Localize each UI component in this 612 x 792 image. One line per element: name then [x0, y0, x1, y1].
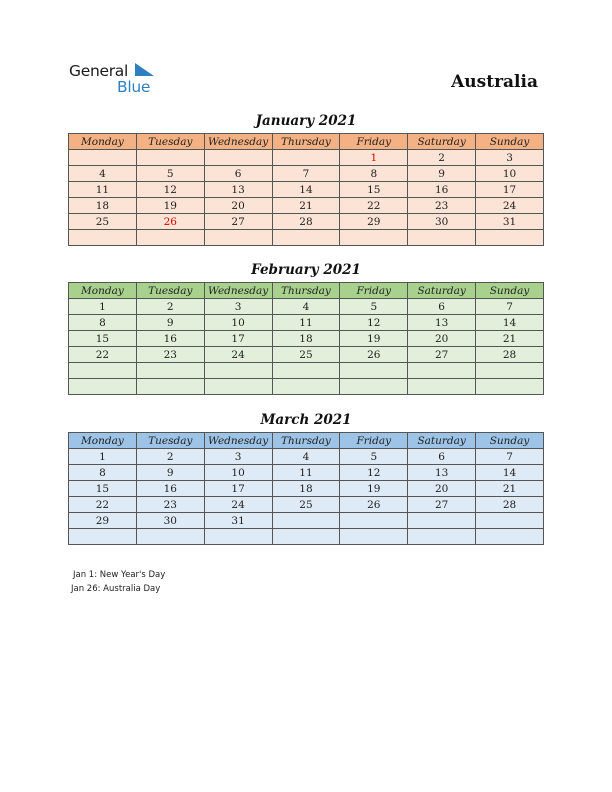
weekday-header-row: [69, 283, 544, 299]
day-cell: 25: [69, 214, 137, 230]
empty-day-cell: [476, 529, 544, 545]
week-row: [69, 449, 544, 465]
logo-flag-icon: [135, 63, 155, 77]
day-cell: 29: [340, 214, 408, 230]
weekday-header: Friday: [340, 134, 408, 150]
day-cell: 7: [476, 299, 544, 315]
day-cell: 15: [340, 182, 408, 198]
day-cell: 13: [408, 315, 476, 331]
weekday-header-row: [69, 134, 544, 150]
day-cell: 14: [272, 182, 340, 198]
week-row: [69, 513, 544, 529]
day-cell: 22: [69, 347, 137, 363]
day-cell: 17: [204, 481, 272, 497]
weekday-header: Tuesday: [136, 433, 204, 449]
day-cell: 17: [476, 182, 544, 198]
weekday-header: Saturday: [408, 134, 476, 150]
day-cell: 7: [272, 166, 340, 182]
empty-day-cell: [408, 513, 476, 529]
day-cell: 20: [408, 481, 476, 497]
day-cell: 19: [136, 198, 204, 214]
month-title-march: March 2021: [260, 412, 352, 428]
weekday-header: Sunday: [476, 283, 544, 299]
day-cell: 11: [272, 465, 340, 481]
empty-day-cell: [408, 363, 476, 379]
day-cell: 24: [204, 497, 272, 513]
day-cell: 31: [204, 513, 272, 529]
weekday-header-row: [69, 433, 544, 449]
empty-day-cell: [476, 379, 544, 395]
day-cell: 4: [272, 299, 340, 315]
calendar-february: [68, 282, 544, 395]
empty-day-cell: [204, 379, 272, 395]
day-cell: 21: [272, 198, 340, 214]
empty-day-cell: [69, 150, 137, 166]
week-row: [69, 481, 544, 497]
empty-day-cell: [204, 150, 272, 166]
weekday-header: Monday: [69, 283, 137, 299]
empty-day-cell: [204, 529, 272, 545]
day-cell: 13: [408, 465, 476, 481]
week-row: [69, 363, 544, 379]
week-row: [69, 315, 544, 331]
logo-text-blue: Blue: [117, 78, 151, 96]
weekday-header: Saturday: [408, 433, 476, 449]
day-cell: 25: [272, 497, 340, 513]
weekday-header: Thursday: [272, 134, 340, 150]
day-cell: 9: [408, 166, 476, 182]
day-cell: 20: [408, 331, 476, 347]
day-cell: 3: [204, 299, 272, 315]
week-row: [69, 230, 544, 246]
day-cell: 29: [69, 513, 137, 529]
holiday-day-cell: 26: [136, 214, 204, 230]
day-cell: 7: [476, 449, 544, 465]
day-cell: 2: [136, 449, 204, 465]
week-row: [69, 529, 544, 545]
day-cell: 21: [476, 481, 544, 497]
day-cell: 15: [69, 331, 137, 347]
day-cell: 15: [69, 481, 137, 497]
day-cell: 12: [340, 315, 408, 331]
empty-day-cell: [340, 379, 408, 395]
week-row: [69, 198, 544, 214]
empty-day-cell: [136, 150, 204, 166]
week-row: [69, 182, 544, 198]
day-cell: 25: [272, 347, 340, 363]
empty-day-cell: [69, 379, 137, 395]
country-title: Australia: [451, 72, 538, 92]
day-cell: 28: [476, 347, 544, 363]
day-cell: 20: [204, 198, 272, 214]
empty-day-cell: [136, 379, 204, 395]
weekday-header: Thursday: [272, 283, 340, 299]
weekday-header: Sunday: [476, 433, 544, 449]
holiday-note: Jan 1: New Year's Day: [73, 570, 166, 580]
day-cell: 12: [340, 465, 408, 481]
calendar-january: [68, 133, 544, 246]
day-cell: 27: [408, 497, 476, 513]
generalblue-logo: [69, 62, 169, 96]
empty-day-cell: [476, 363, 544, 379]
day-cell: 8: [340, 166, 408, 182]
day-cell: 31: [476, 214, 544, 230]
day-cell: 27: [408, 347, 476, 363]
empty-day-cell: [272, 513, 340, 529]
weekday-header: Wednesday: [204, 283, 272, 299]
weekday-header: Friday: [340, 283, 408, 299]
empty-day-cell: [69, 230, 137, 246]
day-cell: 28: [476, 497, 544, 513]
day-cell: 24: [476, 198, 544, 214]
day-cell: 16: [136, 481, 204, 497]
day-cell: 19: [340, 481, 408, 497]
empty-day-cell: [136, 363, 204, 379]
day-cell: 14: [476, 315, 544, 331]
day-cell: 13: [204, 182, 272, 198]
holiday-notes: [73, 568, 165, 596]
weekday-header: Tuesday: [136, 283, 204, 299]
week-row: [69, 299, 544, 315]
day-cell: 26: [340, 347, 408, 363]
empty-day-cell: [272, 379, 340, 395]
empty-day-cell: [272, 150, 340, 166]
day-cell: 6: [204, 166, 272, 182]
calendar-march: [68, 432, 544, 545]
day-cell: 28: [272, 214, 340, 230]
week-row: [69, 214, 544, 230]
day-cell: 1: [69, 299, 137, 315]
holiday-day-cell: 1: [340, 150, 408, 166]
month-title-february: February 2021: [251, 262, 361, 278]
day-cell: 5: [136, 166, 204, 182]
empty-day-cell: [408, 230, 476, 246]
day-cell: 4: [69, 166, 137, 182]
week-row: [69, 379, 544, 395]
day-cell: 22: [340, 198, 408, 214]
day-cell: 19: [340, 331, 408, 347]
empty-day-cell: [340, 513, 408, 529]
empty-day-cell: [204, 230, 272, 246]
weekday-header: Wednesday: [204, 134, 272, 150]
week-row: [69, 150, 544, 166]
empty-day-cell: [136, 230, 204, 246]
weekday-header: Monday: [69, 134, 137, 150]
weekday-header: Sunday: [476, 134, 544, 150]
weekday-header: Tuesday: [136, 134, 204, 150]
day-cell: 23: [408, 198, 476, 214]
month-title-january: January 2021: [255, 113, 357, 129]
empty-day-cell: [69, 363, 137, 379]
weekday-header: Thursday: [272, 433, 340, 449]
empty-day-cell: [340, 529, 408, 545]
day-cell: 30: [408, 214, 476, 230]
day-cell: 2: [408, 150, 476, 166]
weekday-header: Saturday: [408, 283, 476, 299]
day-cell: 6: [408, 449, 476, 465]
empty-day-cell: [340, 230, 408, 246]
day-cell: 26: [340, 497, 408, 513]
day-cell: 18: [272, 481, 340, 497]
day-cell: 21: [476, 331, 544, 347]
weekday-header: Wednesday: [204, 433, 272, 449]
empty-day-cell: [340, 363, 408, 379]
day-cell: 11: [69, 182, 137, 198]
week-row: [69, 347, 544, 363]
day-cell: 4: [272, 449, 340, 465]
day-cell: 17: [204, 331, 272, 347]
day-cell: 9: [136, 315, 204, 331]
empty-day-cell: [136, 529, 204, 545]
day-cell: 27: [204, 214, 272, 230]
day-cell: 12: [136, 182, 204, 198]
day-cell: 5: [340, 449, 408, 465]
week-row: [69, 497, 544, 513]
day-cell: 22: [69, 497, 137, 513]
empty-day-cell: [272, 529, 340, 545]
day-cell: 10: [204, 315, 272, 331]
empty-day-cell: [408, 379, 476, 395]
day-cell: 2: [136, 299, 204, 315]
holiday-note: Jan 26: Australia Day: [71, 584, 161, 594]
day-cell: 3: [476, 150, 544, 166]
day-cell: 3: [204, 449, 272, 465]
day-cell: 8: [69, 315, 137, 331]
day-cell: 16: [136, 331, 204, 347]
day-cell: 1: [69, 449, 137, 465]
day-cell: 23: [136, 497, 204, 513]
day-cell: 14: [476, 465, 544, 481]
empty-day-cell: [476, 230, 544, 246]
day-cell: 10: [476, 166, 544, 182]
empty-day-cell: [69, 529, 137, 545]
day-cell: 11: [272, 315, 340, 331]
week-row: [69, 166, 544, 182]
day-cell: 30: [136, 513, 204, 529]
week-row: [69, 465, 544, 481]
day-cell: 6: [408, 299, 476, 315]
day-cell: 9: [136, 465, 204, 481]
day-cell: 16: [408, 182, 476, 198]
logo-text-general: General: [69, 62, 128, 80]
day-cell: 18: [69, 198, 137, 214]
day-cell: 23: [136, 347, 204, 363]
day-cell: 10: [204, 465, 272, 481]
empty-day-cell: [272, 363, 340, 379]
empty-day-cell: [204, 363, 272, 379]
empty-day-cell: [476, 513, 544, 529]
weekday-header: Monday: [69, 433, 137, 449]
day-cell: 8: [69, 465, 137, 481]
weekday-header: Friday: [340, 433, 408, 449]
day-cell: 18: [272, 331, 340, 347]
empty-day-cell: [408, 529, 476, 545]
empty-day-cell: [272, 230, 340, 246]
week-row: [69, 331, 544, 347]
day-cell: 24: [204, 347, 272, 363]
day-cell: 5: [340, 299, 408, 315]
